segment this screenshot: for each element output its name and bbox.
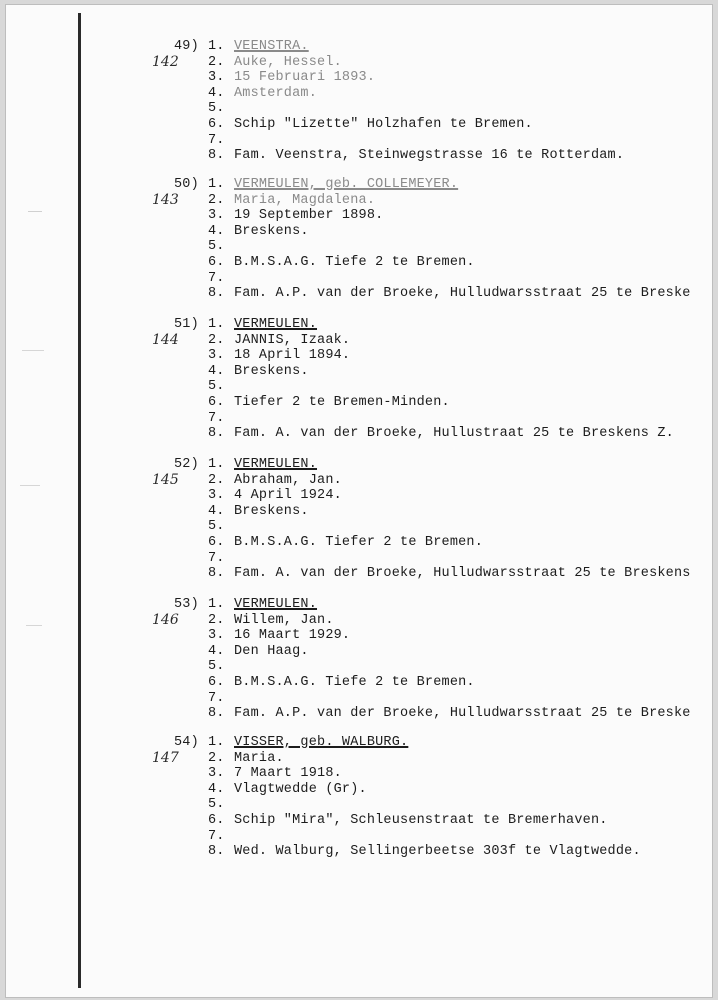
line-text: 18 April 1894.: [234, 348, 351, 364]
line-text: Auke, Hessel.: [234, 54, 342, 70]
line-number: 6.: [208, 813, 225, 828]
record-line: [208, 39, 309, 54]
record-line: [208, 566, 691, 581]
line-number: 4.: [208, 223, 225, 239]
line-number: 4.: [208, 643, 225, 659]
line-number: 8.: [208, 148, 225, 164]
line-number: 2.: [208, 612, 225, 628]
record-line: [208, 411, 234, 426]
line-number: 7.: [208, 690, 225, 706]
record-line: [208, 473, 342, 488]
record-line: [208, 70, 375, 85]
record-line: [208, 133, 234, 148]
record-line: [208, 364, 309, 379]
record-line: [208, 148, 624, 163]
line-text: Fam. A. van der Broeke, Hulludwarsstraat 25 te Breskens: [234, 566, 691, 582]
line-number: 5.: [208, 659, 225, 675]
record-number: 49): [174, 39, 199, 54]
line-number: 7.: [208, 270, 225, 286]
record-line: [208, 271, 234, 286]
record-line: [208, 691, 234, 706]
line-number: 5.: [208, 379, 225, 395]
line-number: 2.: [208, 54, 225, 70]
line-number: 6.: [208, 255, 225, 270]
record-line: [208, 829, 234, 844]
line-number: 3.: [208, 70, 225, 86]
handwritten-number: 142: [152, 54, 179, 70]
line-number: 5.: [208, 797, 225, 813]
margin-smudge: [20, 475, 40, 486]
record-number: 54): [174, 735, 199, 750]
line-number: 2.: [208, 472, 225, 488]
record-line: [208, 535, 483, 550]
handwritten-number: 143: [152, 192, 179, 208]
line-text: 16 Maart 1929.: [234, 628, 351, 644]
record-line: [208, 117, 533, 132]
line-number: 1.: [208, 457, 225, 472]
record-line: [208, 177, 458, 192]
record-line: [208, 735, 408, 750]
line-number: 6.: [208, 535, 225, 550]
line-number: 8.: [208, 426, 225, 442]
line-number: 3.: [208, 488, 225, 504]
surname-text: VERMEULEN.: [234, 457, 318, 472]
record-line: [208, 379, 234, 394]
record-number: 53): [174, 597, 199, 612]
line-number: 8.: [208, 286, 225, 302]
line-number: 6.: [208, 395, 225, 410]
line-text: JANNIS, Izaak.: [234, 332, 351, 348]
line-text: Vlagtwedde (Gr).: [234, 781, 367, 797]
record-line: [208, 348, 350, 363]
record-line: [208, 813, 608, 828]
line-number: 8.: [208, 706, 225, 722]
line-text: Fam. Veenstra, Steinwegstrasse 16 te Rotterdam.: [234, 148, 625, 164]
record-line: [208, 751, 284, 766]
record-line: [208, 644, 309, 659]
handwritten-number: 147: [152, 750, 179, 766]
record-line: [208, 766, 342, 781]
record-line: [208, 613, 334, 628]
line-number: 6.: [208, 117, 225, 132]
record-line: [208, 208, 383, 223]
line-number: 4.: [208, 363, 225, 379]
line-text: Willem, Jan.: [234, 612, 334, 628]
line-text: B.M.S.A.G. Tiefe 2 te Bremen.: [234, 255, 475, 270]
line-text: Breskens.: [234, 503, 309, 519]
document-page: [5, 4, 713, 998]
line-number: 2.: [208, 192, 225, 208]
margin-smudge: [28, 201, 42, 212]
line-number: 3.: [208, 348, 225, 364]
line-text: Maria.: [234, 750, 284, 766]
surname-text: VEENSTRA.: [234, 39, 309, 54]
record-number: 51): [174, 317, 199, 332]
line-text: Abraham, Jan.: [234, 472, 342, 488]
line-number: 1.: [208, 177, 225, 192]
line-text: Maria, Magdalena.: [234, 192, 376, 208]
line-text: Fam. A.P. van der Broeke, Hulludwarsstraat 25 te Breske: [234, 706, 691, 722]
record-line: [208, 782, 367, 797]
line-text: B.M.S.A.G. Tiefer 2 te Bremen.: [234, 535, 484, 550]
record-line: [208, 317, 317, 332]
record-line: [208, 101, 234, 116]
record-line: [208, 224, 309, 239]
record-line: [208, 457, 317, 472]
handwritten-number: 146: [152, 612, 179, 628]
line-number: 3.: [208, 628, 225, 644]
record-line: [208, 395, 450, 410]
line-number: 8.: [208, 566, 225, 582]
line-text: Fam. A. van der Broeke, Hullustraat 25 te Breskens Z.: [234, 426, 674, 442]
record-line: [208, 286, 691, 301]
line-text: B.M.S.A.G. Tiefe 2 te Bremen.: [234, 675, 475, 690]
line-text: Schip "Mira", Schleusenstraat te Bremerhaven.: [234, 813, 608, 828]
line-number: 5.: [208, 519, 225, 535]
margin-rule: [78, 13, 81, 988]
line-text: Amsterdam.: [234, 85, 318, 101]
handwritten-number: 145: [152, 472, 179, 488]
line-number: 2.: [208, 750, 225, 766]
surname-text: VISSER, geb. WALBURG.: [234, 735, 409, 750]
record-line: [208, 628, 350, 643]
line-text: Breskens.: [234, 223, 309, 239]
line-number: 5.: [208, 101, 225, 117]
line-number: 1.: [208, 597, 225, 612]
line-number: 6.: [208, 675, 225, 690]
record-line: [208, 797, 234, 812]
surname-text: VERMEULEN, geb. COLLEMEYER.: [234, 177, 459, 192]
line-number: 1.: [208, 317, 225, 332]
line-number: 4.: [208, 503, 225, 519]
record-line: [208, 333, 350, 348]
record-line: [208, 488, 342, 503]
record-line: [208, 426, 674, 441]
surname-text: VERMEULEN.: [234, 317, 318, 332]
line-number: 4.: [208, 85, 225, 101]
margin-smudge: [22, 340, 44, 351]
record-line: [208, 255, 475, 270]
line-number: 8.: [208, 844, 225, 860]
line-text: 19 September 1898.: [234, 208, 384, 224]
line-text: Schip "Lizette" Holzhafen te Bremen.: [234, 117, 533, 132]
line-text: 15 Februari 1893.: [234, 70, 376, 86]
record-line: [208, 551, 234, 566]
line-text: Breskens.: [234, 363, 309, 379]
line-text: 7 Maart 1918.: [234, 766, 342, 782]
record-line: [208, 239, 234, 254]
line-number: 7.: [208, 550, 225, 566]
line-number: 5.: [208, 239, 225, 255]
line-number: 4.: [208, 781, 225, 797]
record-line: [208, 597, 317, 612]
line-number: 7.: [208, 410, 225, 426]
record-line: [208, 659, 234, 674]
line-text: Fam. A.P. van der Broeke, Hulludwarsstraat 25 te Breske: [234, 286, 691, 302]
line-text: Wed. Walburg, Sellingerbeetse 303f te Vlagtwedde.: [234, 844, 641, 860]
record-line: [208, 504, 309, 519]
line-number: 1.: [208, 735, 225, 750]
record-line: [208, 706, 691, 721]
line-text: Den Haag.: [234, 643, 309, 659]
record-line: [208, 86, 317, 101]
line-number: 1.: [208, 39, 225, 54]
record-number: 50): [174, 177, 199, 192]
record-line: [208, 193, 375, 208]
record-number: 52): [174, 457, 199, 472]
record-line: [208, 55, 342, 70]
line-number: 3.: [208, 766, 225, 782]
line-number: 7.: [208, 828, 225, 844]
line-text: Tiefer 2 te Bremen-Minden.: [234, 395, 450, 410]
line-number: 3.: [208, 208, 225, 224]
record-line: [208, 675, 475, 690]
record-line: [208, 519, 234, 534]
line-number: 7.: [208, 132, 225, 148]
line-number: 2.: [208, 332, 225, 348]
record-line: [208, 844, 641, 859]
handwritten-number: 144: [152, 332, 179, 348]
margin-smudge: [26, 615, 42, 626]
line-text: 4 April 1924.: [234, 488, 342, 504]
surname-text: VERMEULEN.: [234, 597, 318, 612]
